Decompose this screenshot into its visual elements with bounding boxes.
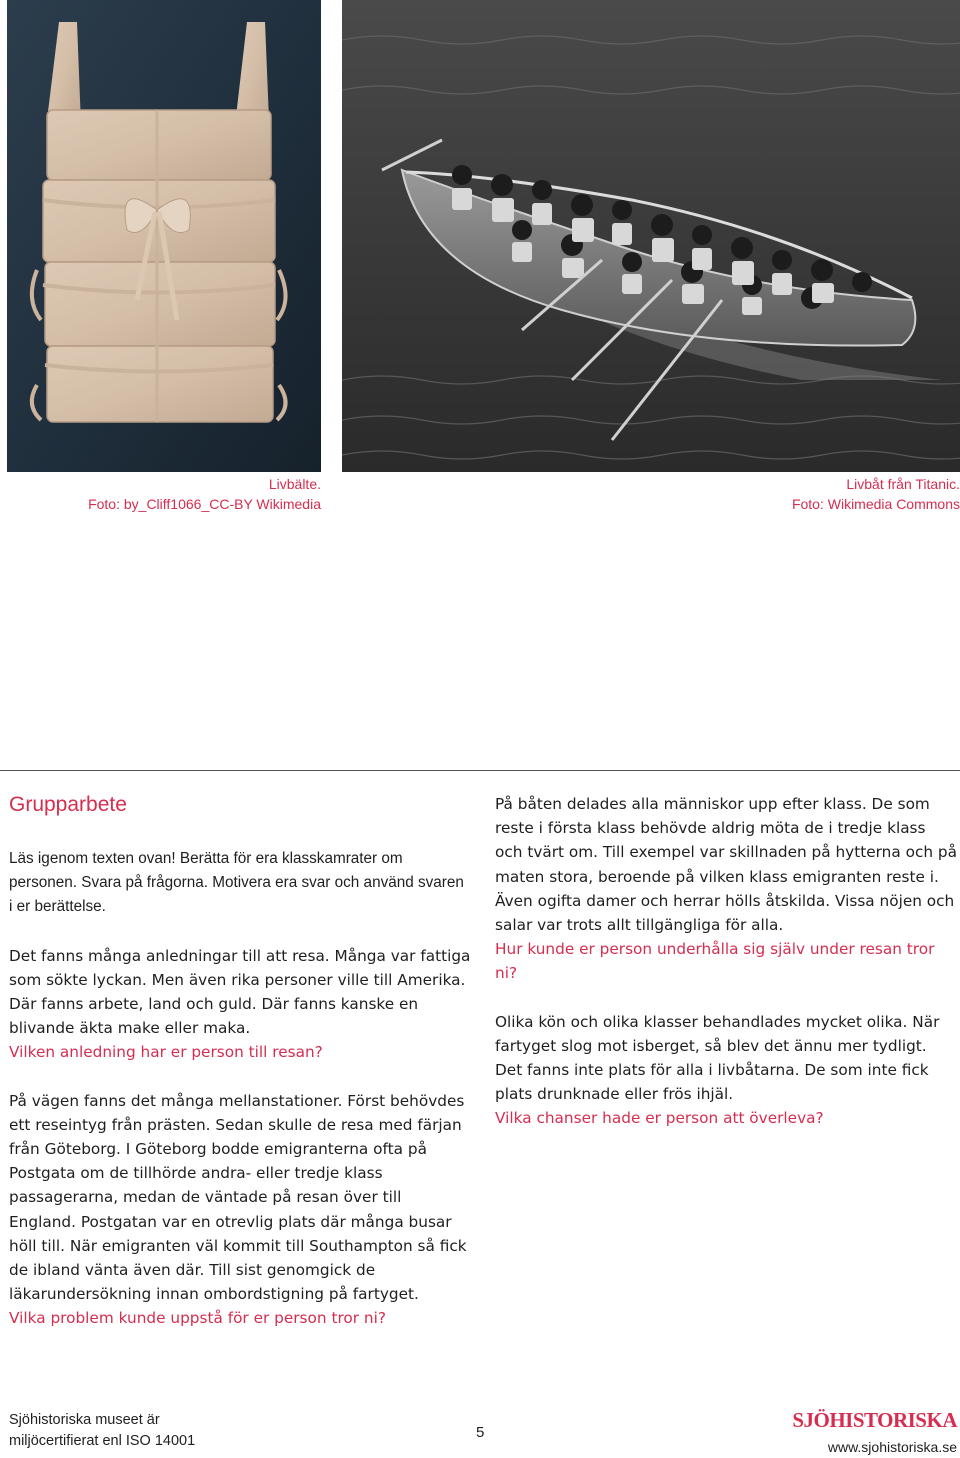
life-vest-photo: [7, 0, 321, 472]
caption-credit: Foto: by_Cliff1066_CC-BY Wikimedia: [88, 496, 321, 512]
intro-paragraph: Läs igenom texten ovan! Berätta för era klasskamrater om personen. Svara på frågorna. Motivera era svar och använd svaren i er berättelse.: [9, 850, 464, 916]
right-column: [495, 792, 957, 1131]
question-entertainment: Hur kunde er person underhålla sig själv under resan tror ni?: [495, 940, 935, 983]
left-column: [9, 847, 471, 1331]
life-vest-caption: [7, 474, 321, 514]
brand-logo: [787, 1408, 957, 1458]
journey-paragraph: På vägen fanns det många mellanstationer. Först behövdes ett reseintyg från prästen. Sedan skulle de resa med färjan från Göteborg. I Göteborg bodde emigranterna ofta på Postgata om de tillhörde andra- eller tredje klass passagerarna, medan de väntade på resan över till England. Postgatan var en otrevlig plats där många busar höll till. När emigranten väl kommit till Southampton så fick de ibland vänta även där. Till sist genomgick de läkarundersökning innan ombordstigning på fartyget.: [9, 1091, 467, 1304]
lifeboat-photo: [342, 0, 960, 472]
footer-line: Sjöhistoriska museet är: [9, 1412, 160, 1428]
life-vest-image: [7, 0, 321, 472]
question-reason: Vilken anledning har er person till resan?: [9, 1043, 323, 1062]
website-link[interactable]: www.sjohistoriska.se: [827, 1439, 957, 1455]
question-survival: Vilka chanser hade er person att överleva?: [495, 1109, 824, 1128]
section-divider: [0, 770, 960, 771]
survival-paragraph: Olika kön och olika klasser behandlades mycket olika. När fartyget slog mot isberget, så blev det ännu mer tydligt. Det fanns inte plats för alla i livbåtarna. De som inte fick plats drunknade eller frös ihjäl.: [495, 1012, 940, 1104]
reasons-paragraph: Det fanns många anledningar till att resa. Många var fattiga som sökte lyckan. Men även rika personer ville till Amerika. Där fanns arbete, land och guld. Där fanns kanske en blivande äkta make eller maka.: [9, 946, 471, 1038]
page-number: 5: [476, 1424, 485, 1441]
caption-line: Livbåt från Titanic.: [846, 476, 960, 492]
lifeboat-image: [342, 0, 960, 472]
caption-line: Livbälte.: [268, 476, 321, 492]
logo-wordmark: SJÖHISTORISKA: [792, 1408, 957, 1432]
footer-certification: [9, 1410, 195, 1452]
lifeboat-caption: [342, 474, 960, 514]
section-heading: Grupparbete: [9, 793, 127, 816]
footer-line: miljöcertifierat enl ISO 14001: [9, 1433, 196, 1449]
caption-credit: Foto: Wikimedia Commons: [791, 496, 960, 512]
class-paragraph: På båten delades alla människor upp efter klass. De som reste i första klass behövde aldrig möta de i tredje klass och tvärt om. Till exempel var skillnaden på hytterna och på maten stora, beroende på vilken klass emigranten reste i. Även ogifta damer och herrar hölls åtskilda. Vissa nöjen och salar var trots allt tillgängliga för alla.: [495, 795, 958, 935]
question-problems: Vilka problem kunde uppstå för er person tror ni?: [9, 1309, 386, 1328]
